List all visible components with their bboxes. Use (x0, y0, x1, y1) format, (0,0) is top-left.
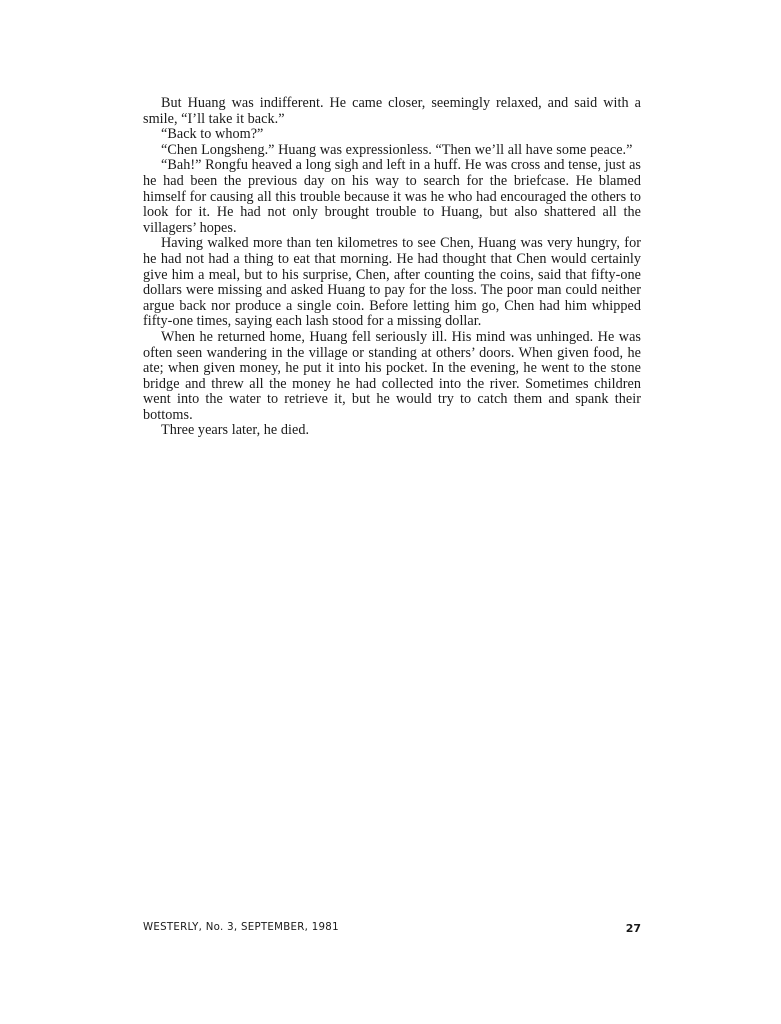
journal-citation: WESTERLY, No. 3, SEPTEMBER, 1981 (143, 922, 339, 933)
paragraph: “Bah!” Rongfu heaved a long sigh and left in a huff. He was cross and tense, just as he had been the previous day on his way to search for the briefcase. He blamed himself for causing all this trouble because it was he who had encouraged the others to look for it. He had not only brought trouble to Huang, but also shattered all the villagers’ hopes. (143, 157, 641, 236)
paragraph: Having walked more than ten kilometres to see Chen, Huang was very hungry, for he had not had a thing to eat that morning. He had thought that Chen would certainly give him a meal, but to his surprise, Chen, after counting the coins, said that fifty-one dollars were missing and asked Huang to pay for the loss. The poor man could neither argue back nor produce a single coin. Before letting him go, Chen had him whipped fifty-one times, saying each lash stood for a missing dollar. (143, 235, 641, 330)
paragraph: When he returned home, Huang fell seriously ill. His mind was unhinged. He was often seen wandering in the village or standing at others’ doors. When given food, he ate; when given money, he put it into his pocket. In the evening, he went to the stone bridge and threw all the money he had collected into the river. Sometimes children went into the water to retrieve it, but he would try to catch them and spank their bottoms. (143, 328, 641, 423)
paragraph: Three years later, he died. (161, 422, 310, 439)
paragraph: “Chen Longsheng.” Huang was expressionless. “Then we’ll all have some peace.” (161, 141, 633, 158)
paragraph: But Huang was indifferent. He came closer, seemingly relaxed, and said with a smile, “I’ll take it back.” (143, 95, 641, 127)
paragraph: “Back to whom?” (161, 126, 264, 143)
body-text (143, 96, 641, 439)
page-number: 27 (625, 922, 641, 935)
page-footer (143, 922, 641, 936)
